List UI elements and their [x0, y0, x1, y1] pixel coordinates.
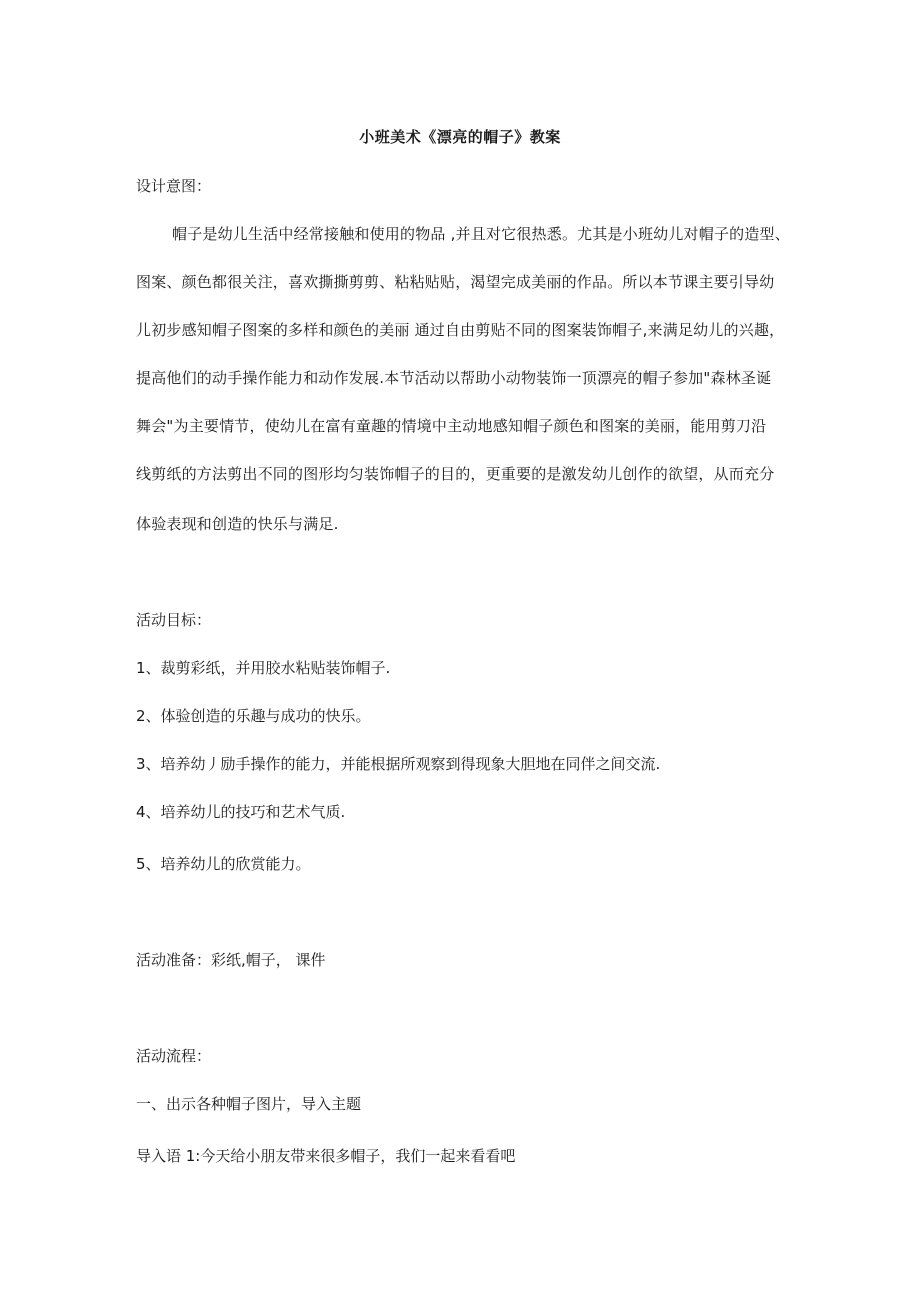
design-heading: 设计意图： — [136, 177, 212, 195]
paragraph-line: 图案、颜色都很关注，喜欢撕撕剪剪、粘粘贴贴，渴望完成美丽的作品。所以本节课主要引导幼 — [136, 273, 775, 291]
paragraph-line: 线剪纸的方法剪出不同的图形均匀装饰帽子的目的，更重要的是激发幼儿创作的欲望，从而充分 — [136, 465, 775, 483]
paragraph-line: 舞会"为主要情节，使幼儿在富有童趣的情境中主动地感知帽子颜色和图案的美丽，能用剪刀沿 — [136, 417, 767, 435]
paragraph-line: 帽子是幼儿生活中经常接触和使用的物品 ,并且对它很热悉。尤其是小班幼儿对帽子的造型、 — [172, 225, 790, 243]
paragraph-line: 提高他们的动手操作能力和动作发展.本节活动以帮助小动物装饰一顶漂亮的帽子参加"森林圣诞 — [136, 369, 772, 387]
goal-item: 4、培养幼儿的技巧和艺术气质. — [136, 803, 346, 821]
goal-item: 1、裁剪彩纸，并用胶水粘贴装饰帽子. — [136, 659, 391, 677]
process-step-1: 一、出示各种帽子图片，导入主题 — [136, 1095, 362, 1113]
preparation-line: 活动准备：彩纸,帽子， 课件 — [136, 951, 326, 969]
goal-item: 2、体验创造的乐趣与成功的快乐。 — [136, 707, 371, 725]
intro-line: 导入语 1:今天给小朋友带来很多帽子，我们一起来看看吧 — [136, 1147, 516, 1165]
goal-item: 5、培养幼儿的欣赏能力。 — [136, 855, 311, 873]
process-heading: 活动流程： — [136, 1047, 212, 1065]
paragraph-line: 体验表现和创造的快乐与满足. — [136, 515, 339, 533]
paragraph-line: 儿初步感知帽子图案的多样和颜色的美丽 通过自由剪贴不同的图案装饰帽子,来满足幼儿的兴趣， — [136, 321, 785, 339]
goal-item: 3、培养幼丿励手操作的能力，并能根据所观察到得现象大胆地在同伴之间交流. — [136, 755, 661, 773]
document-title: 小班美术《漂亮的帽子》教案 — [359, 128, 561, 146]
goals-heading: 活动目标： — [136, 611, 212, 629]
